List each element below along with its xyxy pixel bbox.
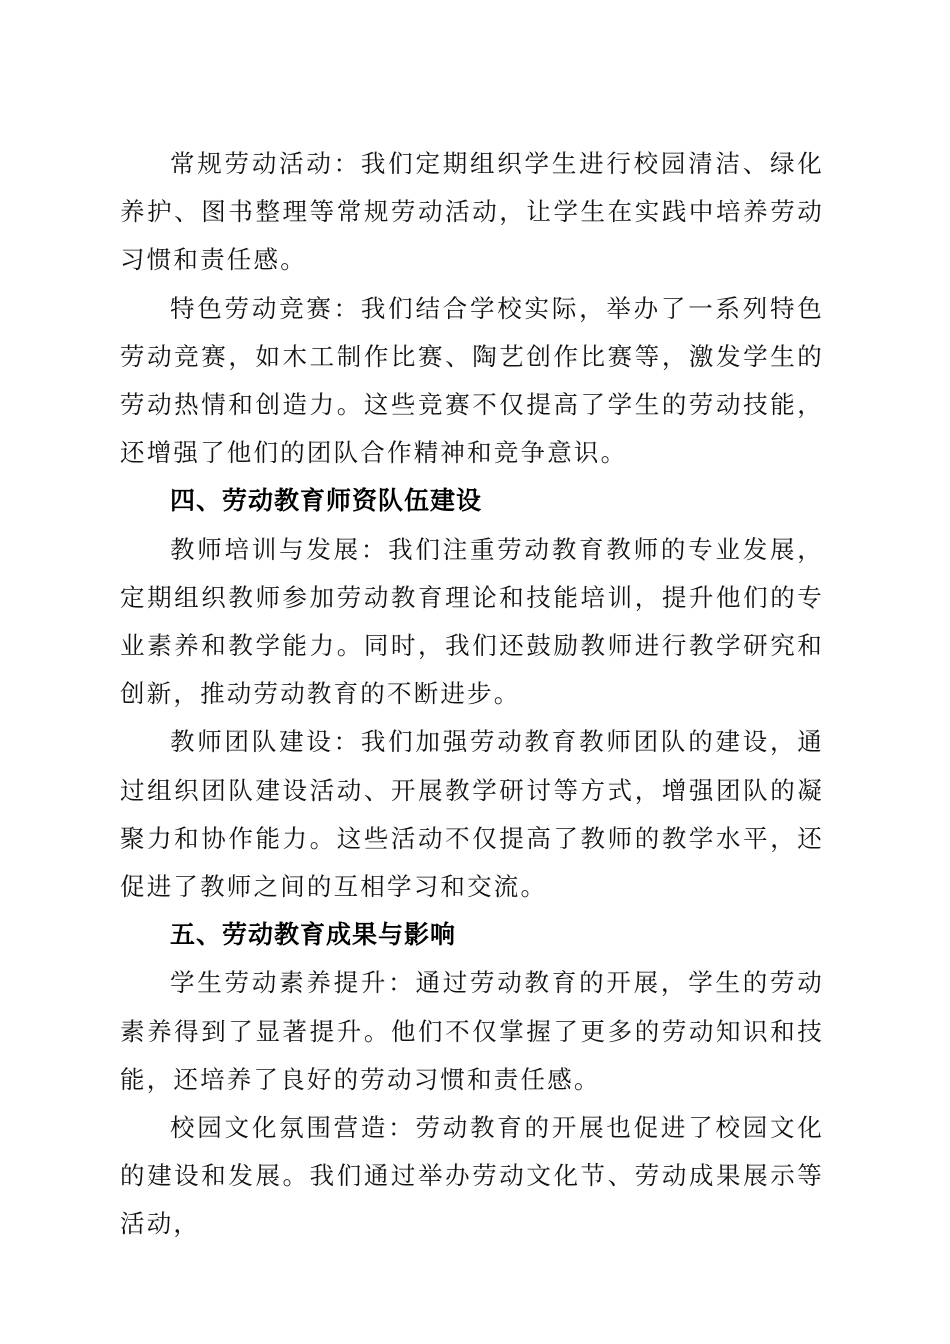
paragraph-routine-labor: 常规劳动活动：我们定期组织学生进行校园清洁、绿化养护、图书整理等常规劳动活动，让学生在实践中培养劳动习惯和责任感。: [120, 149, 824, 275]
paragraph-student-literacy: 学生劳动素养提升：通过劳动教育的开展，学生的劳动素养得到了显著提升。他们不仅掌握了更多的劳动知识和技能，还培养了良好的劳动习惯和责任感。: [120, 968, 824, 1094]
document-body: [120, 140, 824, 1249]
section-heading-results: 五、劳动教育成果与影响: [170, 920, 457, 950]
section-heading-teacher-team: 四、劳动教育师资队伍建设: [170, 486, 483, 516]
paragraph-teacher-team-building: 教师团队建设：我们加强劳动教育教师团队的建设，通过组织团队建设活动、开展教学研讨等方式，增强团队的凝聚力和协作能力。这些活动不仅提高了教师的教学水平，还促进了教师之间的互相学习和交流。: [120, 727, 824, 902]
paragraph-labor-competition: 特色劳动竞赛：我们结合学校实际，举办了一系列特色劳动竞赛，如木工制作比赛、陶艺创作比赛等，激发学生的劳动热情和创造力。这些竞赛不仅提高了学生的劳动技能，还增强了他们的团队合作精神和竞争意识。: [120, 293, 824, 468]
paragraph-campus-culture: 校园文化氛围营造：劳动教育的开展也促进了校园文化的建设和发展。我们通过举办劳动文化节、劳动成果展示等活动，: [120, 1113, 824, 1239]
paragraph-teacher-training: 教师培训与发展：我们注重劳动教育教师的专业发展，定期组织教师参加劳动教育理论和技能培训，提升他们的专业素养和教学能力。同时，我们还鼓励教师进行教学研究和创新，推动劳动教育的不断进步。: [120, 534, 824, 709]
